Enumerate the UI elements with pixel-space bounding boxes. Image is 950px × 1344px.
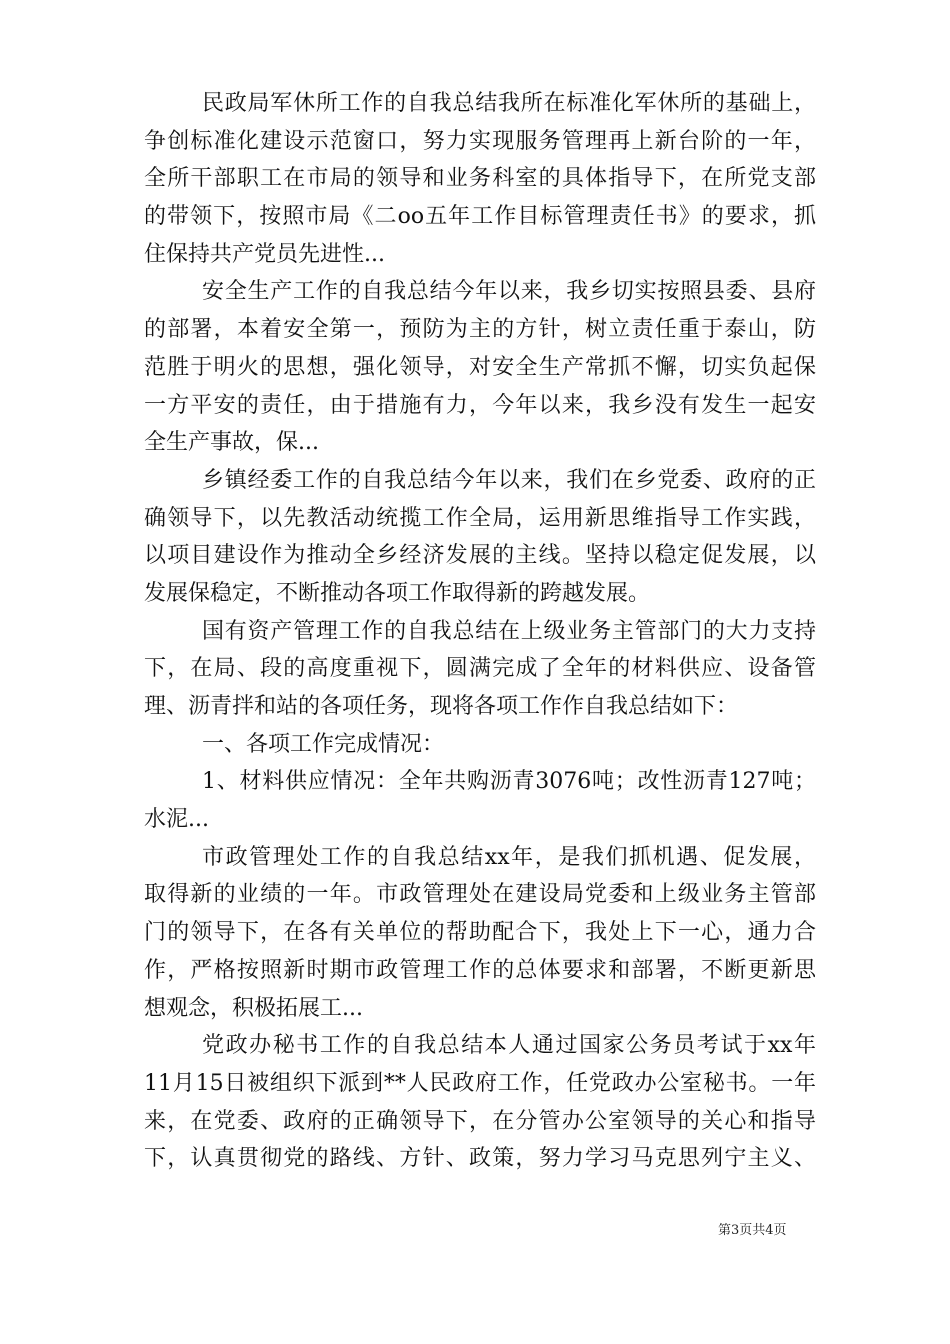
text-line: 一方平安的责任，由于措施有力，今年以来，我乡没有发生一起安 [144,392,816,418]
text-line: 11月15日被组织下派到**人民政府工作，任党政办公室秘书。一年 [144,1070,816,1096]
paragraph [144,726,816,764]
text-line: 范胜于明火的思想，强化领导，对安全生产常抓不懈，切实负起保 [144,354,816,380]
page-number: 第3页共4页 [718,1223,787,1238]
text-line: 水泥... [144,807,209,833]
text-line: 党政办秘书工作的自我总结本人通过国家公务员考试于xx年 [202,1033,816,1059]
text-line: 争创标准化建设示范窗口，努力实现服务管理再上新台阶的一年， [144,128,816,154]
text-line: 发展保稳定，不断推动各项工作取得新的跨越发展。 [144,580,651,606]
paragraph [144,85,816,273]
text-line: 住保持共产党员先进性... [144,241,385,267]
paragraph [144,839,816,1027]
text-line: 一、各项工作完成情况： [202,731,445,757]
paragraph [144,1027,816,1178]
text-line: 全生产事故，保... [144,430,319,456]
paragraph [144,763,816,838]
document-body [144,85,816,1178]
text-line: 理、沥青拌和站的各项任务，现将各项工作作自我总结如下： [144,694,739,719]
text-line: 想观念，积极拓展工... [144,995,363,1021]
text-line: 门的领导下，在各有关单位的帮助配合下，我处上下一心，通力合 [144,920,816,946]
text-line: 全所干部职工在市局的领导和业务科室的具体指导下，在所党支部 [144,166,816,192]
text-line: 1、材料供应情况：全年共购沥青3076吨；改性沥青127吨； [202,769,816,795]
text-line: 确领导下，以先教活动统揽工作全局，运用新思维指导工作实践， [144,505,816,531]
text-line: 下，认真贯彻党的路线、方针、政策，努力学习马克思列宁主义、 [144,1146,816,1172]
text-line: 国有资产管理工作的自我总结在上级业务主管部门的大力支持 [202,618,816,644]
paragraph [144,462,816,613]
paragraph [144,273,816,461]
text-line: 民政局军休所工作的自我总结我所在标准化军休所的基础上， [202,91,816,116]
text-line: 取得新的业绩的一年。市政管理处在建设局党委和上级业务主管部 [144,882,816,908]
paragraph [144,613,816,726]
text-line: 安全生产工作的自我总结今年以来，我乡切实按照县委、县府 [202,279,816,305]
text-line: 的带领下，按照市局《二oo五年工作目标管理责任书》的要求，抓 [144,204,816,230]
text-line: 以项目建设作为推动全乡经济发展的主线。坚持以稳定促发展，以 [144,543,816,569]
text-line: 乡镇经委工作的自我总结今年以来，我们在乡党委、政府的正 [202,467,816,493]
text-line: 作，严格按照新时期市政管理工作的总体要求和部署，不断更新思 [144,957,816,983]
text-line: 下，在局、段的高度重视下，圆满完成了全年的材料供应、设备管 [144,656,816,682]
text-line: 市政管理处工作的自我总结xx年，是我们抓机遇、促发展， [202,844,816,870]
text-line: 来，在党委、政府的正确领导下，在分管办公室领导的关心和指导 [144,1108,816,1134]
text-line: 的部署，本着安全第一，预防为主的方针，树立责任重于泰山，防 [144,317,816,343]
